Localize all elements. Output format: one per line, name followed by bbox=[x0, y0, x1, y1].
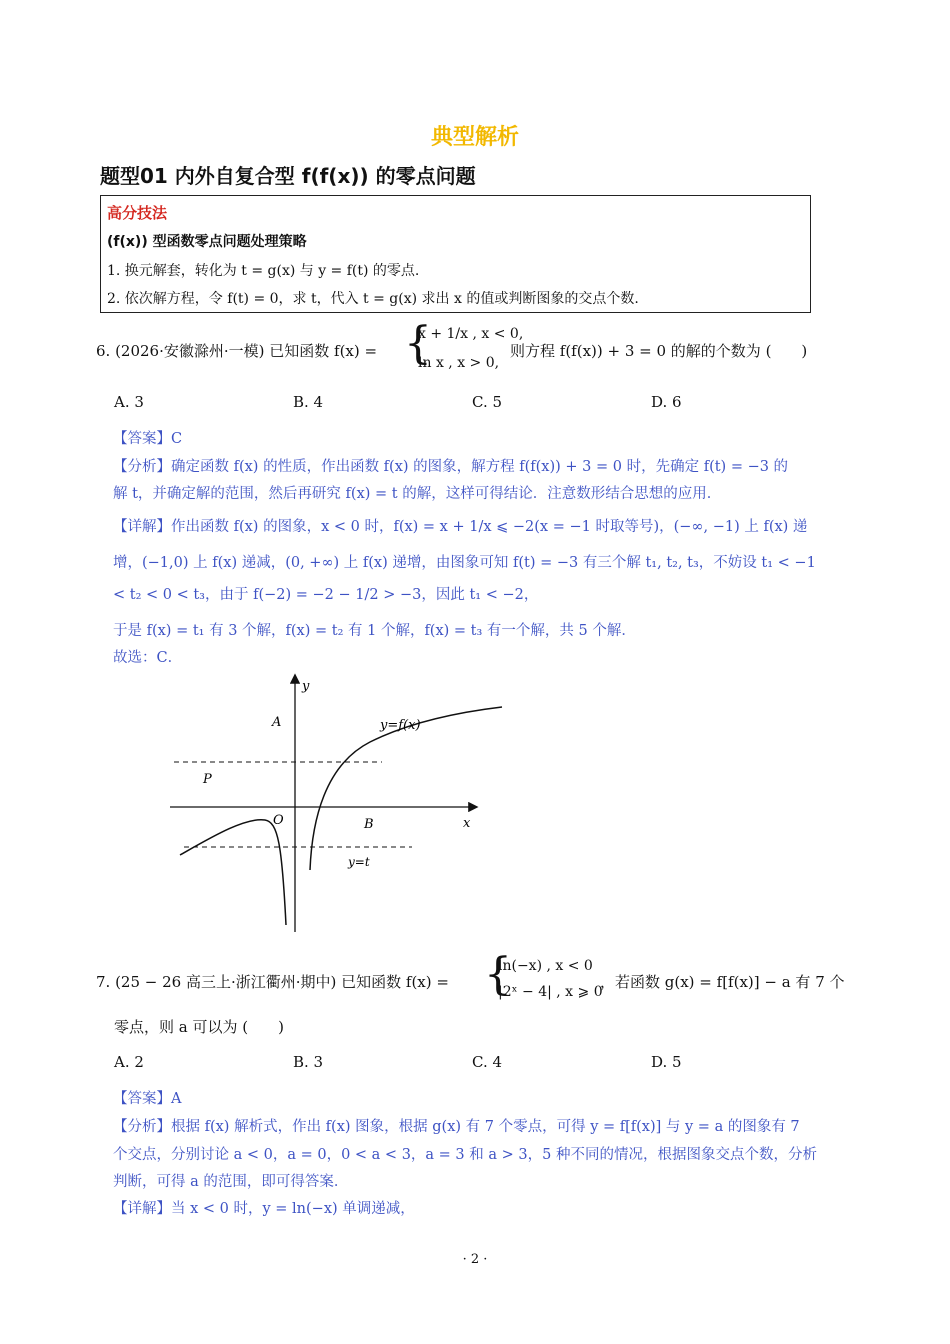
q6-stem-suffix: 则方程 f(f(x)) + 3 = 0 的解的个数为 ( ) bbox=[510, 342, 808, 360]
q7-option-d: D. 5 bbox=[651, 1053, 682, 1071]
graph-label-a: A bbox=[272, 715, 282, 730]
q6-option-d: D. 6 bbox=[651, 393, 682, 411]
tip-label: 高分技法 bbox=[107, 204, 168, 222]
q7-stem-line-2: 零点，则 a 可以为 ( ) bbox=[114, 1018, 284, 1036]
q7-option-c: C. 4 bbox=[472, 1053, 503, 1071]
graph-label-x: x bbox=[463, 816, 471, 831]
q7-answer: 【答案】A bbox=[113, 1091, 182, 1107]
q6-detail-1: 【详解】作出函数 f(x) 的图象，x < 0 时，f(x) = x + 1/x ⩽ −2(x = −1 时取等号)，(−∞, −1) 上 f(x) 递 bbox=[113, 519, 808, 535]
q7-analysis-2: 个交点，分别讨论 a < 0，a = 0，0 < a < 3，a = 3 和 a > 3，5 种不同的情况，根据图象交点个数，分析 bbox=[113, 1147, 817, 1163]
q6-analysis-2: 解 t，并确定解的范围，然后再研究 f(x) = t 的解，这样可得结论．注意数形结合思想的应用． bbox=[113, 486, 722, 502]
q7-analysis-3: 判断，可得 a 的范围，即可得答案． bbox=[113, 1174, 349, 1190]
graph-line-label: y=t bbox=[348, 855, 370, 869]
graph-label-y: y bbox=[302, 679, 310, 694]
graph-label-o: O bbox=[273, 813, 284, 828]
q7-stem-prefix: 7. (25 − 26 高三上·浙江衢州·期中) 已知函数 f(x) = bbox=[96, 973, 449, 991]
q6-case-2: ln x , x > 0, bbox=[418, 355, 500, 371]
tip-step-1: 1. 换元解套，转化为 t = g(x) 与 y = f(t) 的零点. bbox=[107, 263, 420, 279]
q7-option-a: A. 2 bbox=[114, 1053, 144, 1071]
q7-option-b: B. 3 bbox=[293, 1053, 324, 1071]
q6-case-1: x + 1/x , x < 0, bbox=[418, 326, 524, 342]
graph-curve-label: y=f(x) bbox=[380, 718, 421, 733]
q6-option-a: A. 3 bbox=[114, 393, 144, 411]
q7-detail-1: 【详解】当 x < 0 时，y = ln(−x) 单调递减， bbox=[113, 1201, 415, 1217]
q6-answer: 【答案】C bbox=[113, 431, 183, 447]
q7-case-2: |2ˣ − 4| , x ⩾ 0 bbox=[498, 984, 603, 1000]
q7-stem-suffix: ，若函数 g(x) = f[f(x)] − a 有 7 个 bbox=[600, 973, 845, 991]
graph-label-b: B bbox=[364, 817, 374, 832]
q6-brace: { bbox=[404, 318, 432, 369]
graph-label-p: P bbox=[203, 772, 212, 787]
q6-detail-4: 于是 f(x) = t₁ 有 3 个解，f(x) = t₂ 有 1 个解，f(x) = t₃ 有一个解，共 5 个解． bbox=[113, 623, 636, 639]
q6-analysis-1: 【分析】确定函数 f(x) 的性质，作出函数 f(x) 的图象，解方程 f(f(x)) + 3 = 0 时，先确定 f(t) = −3 的 bbox=[113, 459, 789, 475]
q6-graph bbox=[150, 670, 510, 935]
curve-left-branch bbox=[180, 820, 286, 925]
q7-analysis-1: 【分析】根据 f(x) 解析式，作出 f(x) 图象，根据 g(x) 有 7 个零点，可得 y = f[f(x)] 与 y = a 的图象有 7 bbox=[113, 1119, 800, 1135]
q6-detail-2: 增，(−1,0) 上 f(x) 递减，(0, +∞) 上 f(x) 递增，由图象可知 f(t) = −3 有三个解 t₁, t₂, t₃，不妨设 t₁ < −1 bbox=[113, 555, 816, 571]
page-title: 典型解析 bbox=[430, 125, 519, 150]
q6-detail-5: 故选：C． bbox=[113, 650, 183, 666]
q6-stem-prefix: 6. (2026·安徽滁州·一模) 已知函数 f(x) = bbox=[96, 342, 378, 360]
section-heading: 题型01 内外自复合型 f(f(x)) 的零点问题 bbox=[100, 164, 476, 188]
q6-option-c: C. 5 bbox=[472, 393, 503, 411]
tip-subtitle: (f(x)) 型函数零点问题处理策略 bbox=[107, 234, 307, 250]
tip-box bbox=[100, 195, 811, 313]
q7-case-1: ln(−x) , x < 0 bbox=[498, 958, 593, 974]
q6-detail-3: < t₂ < 0 < t₃，由于 f(−2) = −2 − 1/2 > −3，因此 t₁ < −2， bbox=[113, 587, 539, 603]
tip-step-2: 2. 依次解方程，令 f(t) = 0，求 t，代入 t = g(x) 求出 x 的值或判断图象的交点个数. bbox=[107, 291, 639, 307]
q6-option-b: B. 4 bbox=[293, 393, 324, 411]
page-number: · 2 · bbox=[462, 1252, 488, 1267]
q7-brace: { bbox=[484, 949, 512, 1000]
